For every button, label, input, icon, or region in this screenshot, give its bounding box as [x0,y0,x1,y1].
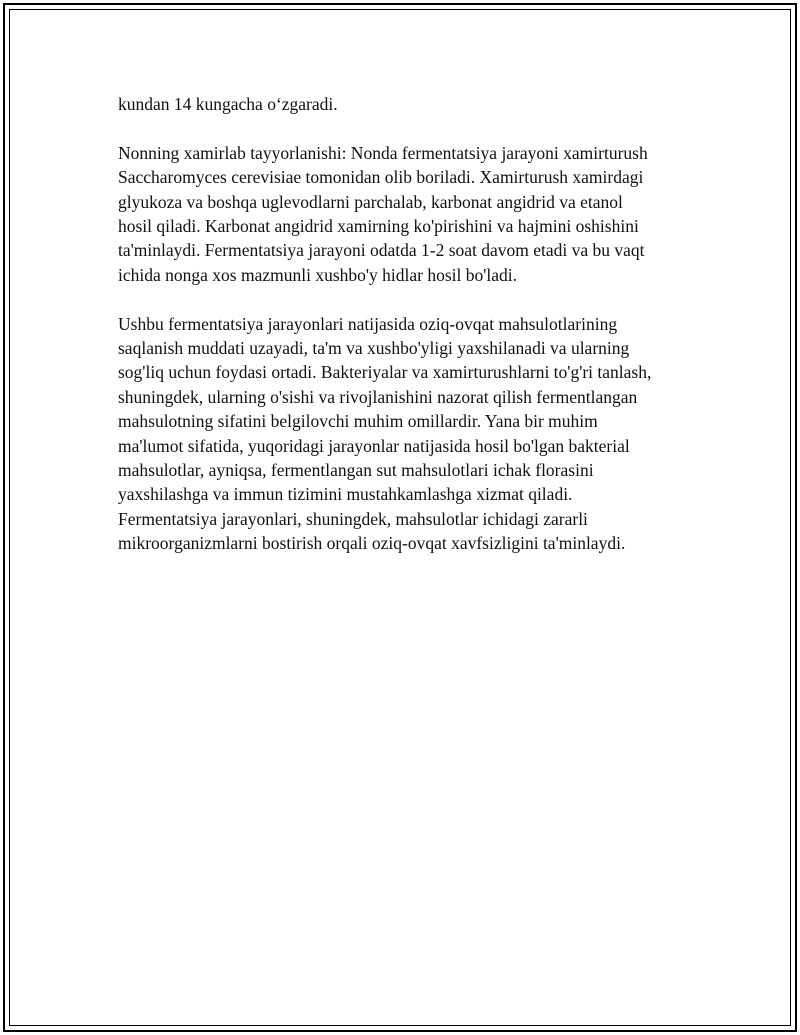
paragraph-fermentation-benefits: Ushbu fermentatsiya jarayonlari natijasida oziq-ovqat mahsulotlarining saqlanish muddati uzayadi, ta'm va xushbo'yligi yaxshilanadi va ularning sog'liq uchun foydasi ortadi. Bakteriyalar va xamirturushlarni to'g'ri tanlash, shuningdek, ularning o'sishi va rivojlanishini nazorat qilish fermentlangan mahsulotning sifatini belgilovchi muhim omillardir. Yana bir muhim ma'lumot sifatida, yuqoridagi jarayonlar natijasida hosil bo'lgan bakterial mahsulotlar, ayniqsa, fermentlangan sut mahsulotlari ichak florasini yaxshilashga va immun tizimini mustahkamlashga xizmat qiladi. Fermentatsiya jarayonlari, shuningdek, mahsulotlar ichidagi zararli mikroorganizmlarni bostirish orqali oziq-ovqat xavfsizligini ta'minlaydi. [118,313,652,554]
document-body [118,92,688,580]
paragraph-bread-fermentation: Nonning xamirlab tayyorlanishi: Nonda fermentatsiya jarayoni xamirturush Saccharomyces cerevisiae tomonidan olib boriladi. Xamirturush xamirdagi glyukoza va boshqa uglevodlarni parchalab, karbonat angidrid va etanol hosil qiladi. Karbonat angidrid xamirning ko'pirishini va hajmini oshishini ta'minlaydi. Fermentatsiya jarayoni odatda 1-2 soat davom etadi va bu vaqt ichida nonga xos mazmunli xushbo'y hidlar hosil bo'ladi. [118,142,648,285]
paragraph-continuation: kundan 14 kungacha o‘zgaradi. [118,94,338,114]
